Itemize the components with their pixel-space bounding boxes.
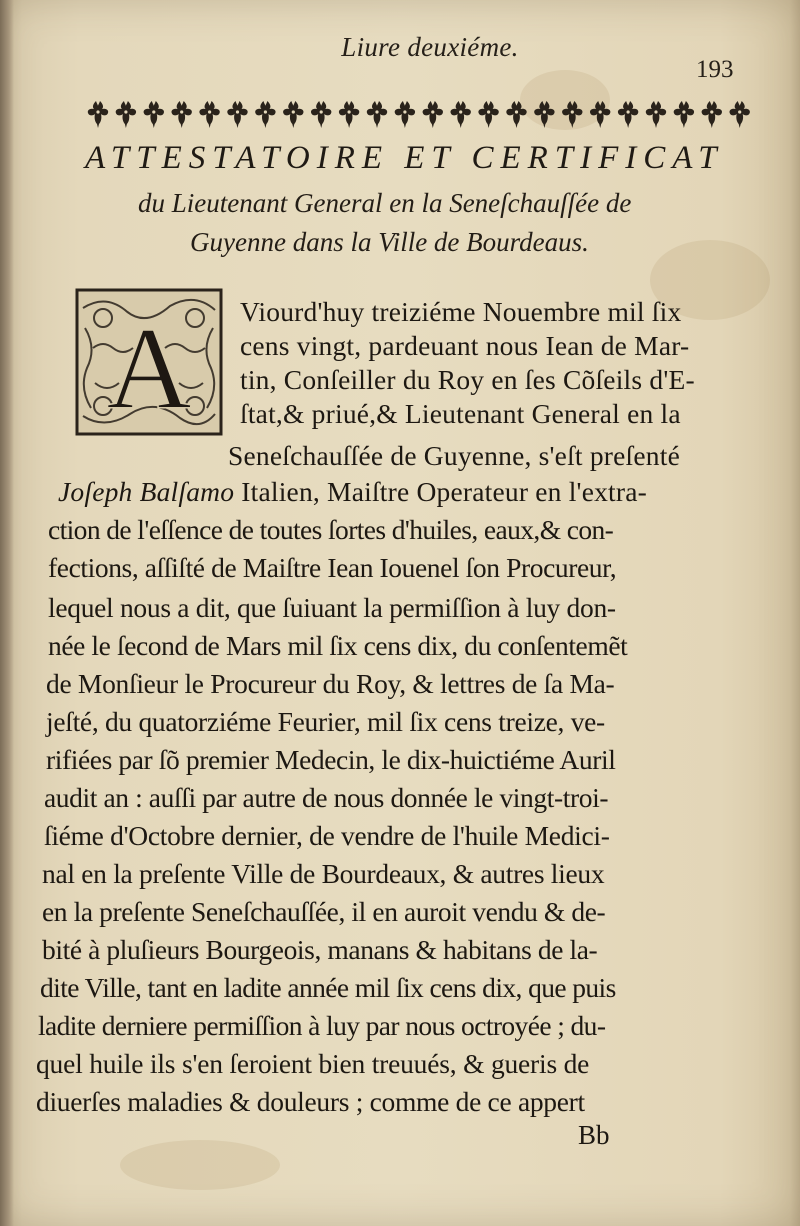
text-line: fections, aſſiſté de Maiſtre Iean Iouenel ſon Procureur,	[48, 552, 617, 583]
ornament-glyph	[451, 101, 471, 128]
text-line: jeſté, du quatorziéme Feurier, mil ſix cens treize, ve-	[46, 706, 605, 737]
ornament-glyph	[423, 101, 443, 128]
book-spine-shadow	[0, 0, 14, 1226]
ornament-glyph	[367, 101, 387, 128]
paper-stain	[120, 1140, 280, 1190]
ornament-glyph	[199, 101, 219, 128]
ornament-glyph	[646, 101, 666, 128]
document-subtitle-line-1: du Lieutenant General en la Seneſchauſſée de	[138, 188, 632, 218]
running-title: Liure deuxiéme.	[341, 32, 519, 62]
text-line: lequel nous a dit, que ſuiuant la permiſſion à luy don-	[48, 592, 616, 623]
ornament-glyph	[674, 101, 694, 128]
text-line: Italien, Maiſtre Operateur en l'extra-	[241, 476, 648, 507]
text-line: cens vingt, pardeuant nous Iean de Mar-	[240, 330, 690, 361]
person-name: Joſeph Balſamo	[58, 476, 235, 507]
text-line: ction de l'eſſence de toutes ſortes d'huiles, eaux,& con-	[48, 514, 614, 545]
text-line: dite Ville, tant en ladite année mil ſix cens dix, que puis	[40, 972, 616, 1003]
text-line: nal en la preſente Ville de Bourdeaux, & autres lieux	[42, 858, 605, 889]
ornament-glyph	[562, 101, 582, 128]
ornament-glyph	[144, 101, 164, 128]
dropcap-letter: A	[106, 303, 192, 434]
ornamental-dropcap	[75, 288, 223, 436]
text-line-with-name	[58, 476, 647, 508]
ornament-glyph	[618, 101, 638, 128]
text-line: tin, Conſeiller du Roy en ſes Cõſeils d'E-	[240, 364, 695, 395]
text-line: Viourd'huy treiziéme Nouembre mil ſix	[240, 296, 682, 327]
text-line: en la preſente Seneſchauſſée, il en auroit vendu & de-	[42, 896, 606, 927]
text-line: quel huile ils s'en ſeroient bien treuués, & gueris de	[36, 1048, 590, 1079]
text-line: ſiéme d'Octobre dernier, de vendre de l'huile Medici-	[44, 820, 610, 851]
page-number: 193	[696, 56, 734, 83]
signature-mark: Bb	[578, 1120, 610, 1150]
text-line: Seneſchauſſée de Guyenne, s'eſt preſenté	[228, 440, 681, 471]
ornament-glyph	[255, 101, 275, 128]
ornament-glyph	[395, 101, 415, 128]
ornament-glyph	[506, 101, 526, 128]
ornament-glyph	[478, 101, 498, 128]
ornament-glyph	[311, 101, 331, 128]
ornament-glyph	[339, 101, 359, 128]
ornament-glyph	[88, 101, 108, 128]
text-line: rifiées par ſõ premier Medecin, le dix-huictiéme Auril	[46, 744, 616, 775]
text-line: ſtat,& priué,& Lieutenant General en la	[240, 398, 681, 429]
ornament-glyph	[702, 101, 722, 128]
text-line: diuerſes maladies & douleurs ; comme de ce appert	[36, 1086, 585, 1117]
ornament-glyph	[283, 101, 303, 128]
document-subtitle-line-2: Guyenne dans la Ville de Bourdeaus.	[190, 227, 589, 257]
ornament-glyph	[116, 101, 136, 128]
decorative-ornament-band	[80, 98, 750, 130]
ornament-glyph	[590, 101, 610, 128]
ornament-glyph	[227, 101, 247, 128]
document-title: ATTESTATOIRE ET CERTIFICAT	[85, 140, 724, 176]
ornament-glyph	[534, 101, 554, 128]
text-line: audit an : auſſi par autre de nous donnée le vingt-troi-	[44, 782, 609, 813]
ornament-glyph	[730, 101, 750, 128]
text-line: bité à pluſieurs Bourgeois, manans & habitans de la-	[42, 934, 598, 965]
ornament-glyph	[172, 101, 192, 128]
text-line: de Monſieur le Procureur du Roy, & lettres de ſa Ma-	[46, 668, 615, 699]
text-line: née le ſecond de Mars mil ſix cens dix, du conſentemẽt	[48, 630, 628, 661]
text-line: ladite derniere permiſſion à luy par nous octroyée ; du-	[38, 1010, 606, 1041]
